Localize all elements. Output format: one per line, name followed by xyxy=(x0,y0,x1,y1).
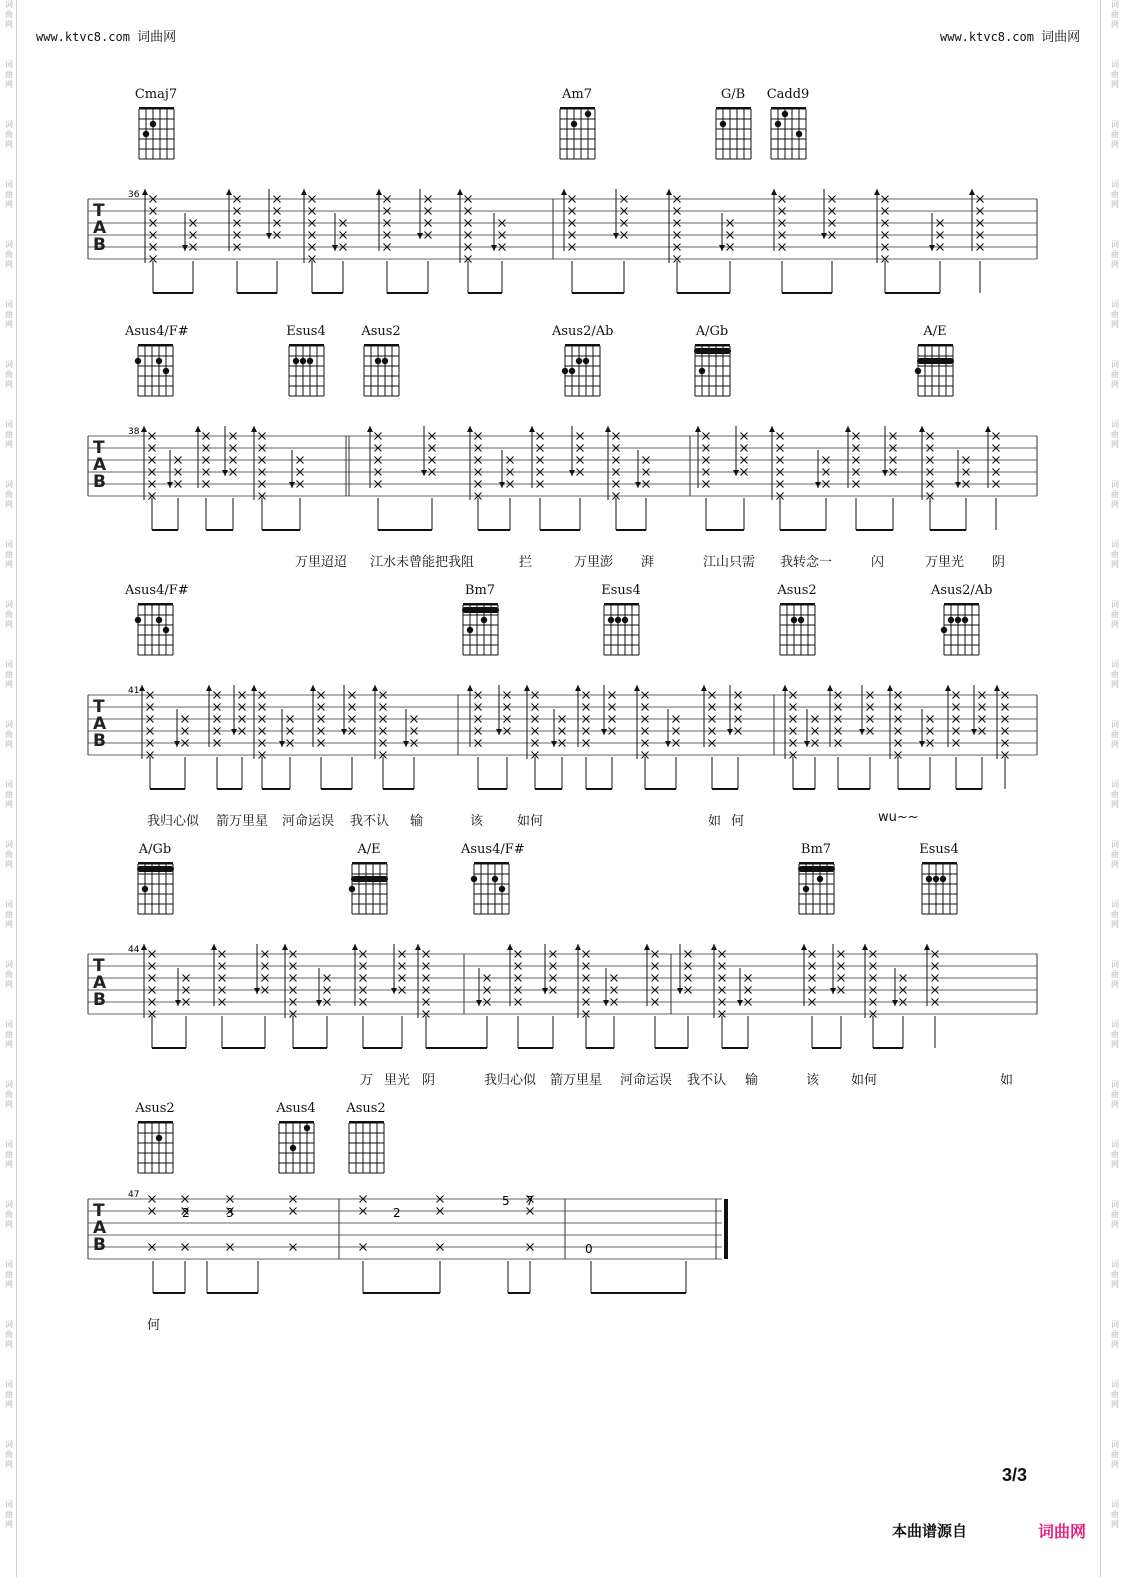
strum-mark xyxy=(496,685,511,735)
watermark-text: 词 曲 网 xyxy=(1111,180,1119,209)
site-url: www.ktvc8.com xyxy=(940,30,1034,44)
strum-mark xyxy=(226,189,241,251)
strum-mark xyxy=(231,685,246,735)
watermark-text: 词 曲 网 xyxy=(5,1260,13,1289)
watermark-text: 词 曲 网 xyxy=(1111,900,1119,929)
strum-mark xyxy=(142,189,157,263)
lyric: 湃 xyxy=(641,555,655,570)
strum-mark xyxy=(874,189,889,263)
strum-mark xyxy=(551,709,566,747)
strum-mark xyxy=(561,189,576,251)
watermark-text: 词 曲 网 xyxy=(5,660,13,689)
lyric: 阴 xyxy=(992,555,1006,570)
watermark-text: 词 曲 网 xyxy=(5,360,13,389)
tab-notes xyxy=(139,189,1009,1293)
strum-mark xyxy=(804,709,819,747)
source-label: 本曲谱源自 xyxy=(892,1522,968,1540)
chord-name: Cadd9 xyxy=(766,87,810,102)
footer-brand: 词曲网 xyxy=(1038,1522,1087,1541)
chord-name: Asus4/F# xyxy=(461,842,525,857)
strum-mark xyxy=(282,944,297,1018)
chord-name: Asus4 xyxy=(276,1101,316,1116)
strum-mark xyxy=(666,189,681,263)
chord-name: A/E xyxy=(923,324,947,339)
strum-mark xyxy=(195,426,210,488)
watermark-text: 词 曲 网 xyxy=(5,720,13,749)
strum-mark xyxy=(341,685,356,735)
tab-fret-number: 2 xyxy=(393,1206,401,1220)
chord-name: A/Gb xyxy=(138,842,172,857)
strum-mark xyxy=(605,426,620,500)
watermark-text: 词 曲 网 xyxy=(5,1080,13,1109)
strum-mark xyxy=(491,213,506,251)
strum-mark xyxy=(266,189,281,239)
lyric: 江水未曾能把我阻 xyxy=(370,555,475,570)
strum-mark xyxy=(289,450,304,488)
svg-text:B: B xyxy=(93,472,106,492)
rhythm-beam xyxy=(152,1016,935,1048)
watermark-text: 词 曲 网 xyxy=(5,300,13,329)
watermark-text: 词 曲 网 xyxy=(1111,780,1119,809)
lyric: 箭万里星 xyxy=(216,814,269,829)
strum-mark xyxy=(719,213,734,251)
strum-mark xyxy=(467,426,482,500)
strum-mark xyxy=(211,944,226,1006)
strum-mark xyxy=(929,213,944,251)
strum-mark xyxy=(569,426,584,476)
tab-fret-number: 2 xyxy=(182,1206,190,1220)
strum-mark xyxy=(542,944,557,994)
strum-mark xyxy=(372,685,387,759)
watermark-text: 词 曲 网 xyxy=(5,1380,13,1409)
watermark-text: 词 曲 网 xyxy=(1111,1500,1119,1529)
lyric: 拦 xyxy=(519,555,533,570)
measure-number: 47 xyxy=(128,1190,140,1200)
strum-mark xyxy=(139,685,154,759)
lyric: 我归心似 xyxy=(484,1073,537,1088)
measure-number: 38 xyxy=(128,427,140,437)
lyric: 如何 xyxy=(517,814,544,829)
watermark-text: 词 曲 网 xyxy=(5,1020,13,1049)
chord-name: Bm7 xyxy=(800,842,832,857)
svg-text:A: A xyxy=(93,973,107,993)
watermark-text: 词 曲 网 xyxy=(5,1140,13,1169)
strum-mark xyxy=(862,944,877,1018)
strum-mark xyxy=(391,944,406,994)
strum-mark xyxy=(994,685,1009,759)
chord-name: Asus2 xyxy=(361,324,401,339)
strum-mark xyxy=(882,426,897,476)
strum-mark xyxy=(695,426,710,488)
strum-mark xyxy=(575,944,590,1018)
site-name: 词曲网 xyxy=(1041,30,1081,45)
svg-text:T: T xyxy=(93,1201,105,1221)
watermark-text: 词 曲 网 xyxy=(5,120,13,149)
chord-name: Am7 xyxy=(562,87,592,102)
watermark-text: 词 曲 网 xyxy=(1111,600,1119,629)
chord-name: Esus4 xyxy=(601,583,641,598)
strum-mark xyxy=(507,944,522,1006)
watermark-text: 词 曲 网 xyxy=(5,60,13,89)
strum-mark xyxy=(182,213,197,251)
strum-mark xyxy=(769,426,784,500)
lyric: 河命运误 xyxy=(620,1073,673,1088)
strum-mark xyxy=(665,709,680,747)
strum-mark xyxy=(279,709,294,747)
watermark-text: 词 曲 网 xyxy=(5,480,13,509)
strum-mark xyxy=(733,426,748,476)
strum-mark xyxy=(141,944,156,1018)
strum-mark xyxy=(254,944,269,994)
watermark-text: 词 曲 网 xyxy=(1111,1020,1119,1049)
chord-name: Esus4 xyxy=(919,842,959,857)
chord-name: Asus4/F# xyxy=(125,583,189,598)
watermark-text: 词 曲 网 xyxy=(1111,60,1119,89)
watermark-text: 词 曲 网 xyxy=(1111,1380,1119,1409)
svg-text:T: T xyxy=(93,697,105,717)
strum-mark xyxy=(945,685,960,747)
strum-mark xyxy=(955,450,970,488)
lyric: 万 xyxy=(360,1073,374,1088)
strum-mark xyxy=(613,189,628,239)
strum-mark xyxy=(677,944,692,994)
watermark-text: 词 曲 网 xyxy=(1111,1440,1119,1469)
tab-fret-number: 5 xyxy=(502,1194,510,1208)
rhythm-beam xyxy=(153,1261,686,1293)
lyric: 江山只需 xyxy=(703,555,756,570)
strum-mark xyxy=(701,685,716,747)
watermark-text: 词 曲 网 xyxy=(1111,360,1119,389)
strum-mark xyxy=(367,426,382,488)
chord-name: Bm7 xyxy=(464,583,496,598)
measure-number: 41 xyxy=(128,686,140,696)
lyric: 我转念一 xyxy=(780,555,833,570)
chord-name: Esus4 xyxy=(286,324,326,339)
measure-numbers xyxy=(128,190,140,1200)
lyric: 我归心似 xyxy=(147,814,200,829)
strum-mark xyxy=(524,685,539,759)
measure-number: 36 xyxy=(128,190,140,200)
lyric: 河命运误 xyxy=(282,814,335,829)
svg-text:T: T xyxy=(93,438,105,458)
site-url: www.ktvc8.com xyxy=(36,30,130,44)
tab-fret-number: 3 xyxy=(226,1206,234,1220)
watermark-text: 词 曲 网 xyxy=(5,780,13,809)
strum-mark xyxy=(815,450,830,488)
lyric: 如 xyxy=(1000,1073,1014,1088)
watermark-text: 词 曲 网 xyxy=(1111,960,1119,989)
strum-mark xyxy=(167,450,182,488)
strum-mark xyxy=(771,189,786,251)
strum-mark xyxy=(711,944,726,1018)
strum-mark xyxy=(417,189,432,239)
tab-fret-number: 0 xyxy=(585,1242,593,1256)
strum-mark xyxy=(529,426,544,488)
lyric: 该 xyxy=(806,1073,820,1088)
strum-mark xyxy=(782,685,797,759)
lyric: 何 xyxy=(147,1318,161,1333)
watermark-text: 词 曲 网 xyxy=(1111,300,1119,329)
strum-mark xyxy=(251,426,266,500)
svg-text:A: A xyxy=(93,714,107,734)
svg-text:T: T xyxy=(93,956,105,976)
strum-mark xyxy=(845,426,860,488)
staff-lines xyxy=(88,199,1037,1259)
strum-mark xyxy=(827,685,842,747)
watermark-text: 词 曲 网 xyxy=(5,1440,13,1469)
watermark-text: 词 曲 网 xyxy=(5,900,13,929)
lyric: 我不认 xyxy=(687,1073,727,1088)
lyric: 万里迢迢 xyxy=(295,555,348,570)
chord-name: A/Gb xyxy=(695,324,729,339)
strum-mark xyxy=(801,944,816,1006)
strum-mark xyxy=(332,213,347,251)
watermark-text: 词 曲 网 xyxy=(1111,420,1119,449)
strum-mark xyxy=(476,968,491,1006)
strum-mark xyxy=(924,944,939,1006)
rhythm-beam xyxy=(152,498,996,530)
site-name: 词曲网 xyxy=(137,30,177,45)
watermark-text: 词 曲 网 xyxy=(5,0,13,29)
strum-mark xyxy=(635,450,650,488)
rhythm-beam xyxy=(153,261,980,293)
svg-text:B: B xyxy=(93,235,106,255)
strum-mark xyxy=(634,685,649,759)
chord-name: Asus2 xyxy=(135,1101,175,1116)
watermark-text: 词 曲 网 xyxy=(5,540,13,569)
svg-text:A: A xyxy=(93,1218,107,1238)
strum-mark xyxy=(415,944,430,1018)
strum-mark xyxy=(737,968,752,1006)
watermark-text: 词 曲 网 xyxy=(1111,540,1119,569)
strum-mark xyxy=(376,189,391,251)
watermark-text: 词 曲 网 xyxy=(5,600,13,629)
strum-mark xyxy=(206,685,221,747)
watermark-text: 词 曲 网 xyxy=(1111,1320,1119,1349)
strum-mark xyxy=(575,685,590,747)
watermark-text: 词 曲 网 xyxy=(1111,1140,1119,1169)
watermark-text: 词 曲 网 xyxy=(1111,1080,1119,1109)
strum-mark xyxy=(222,426,237,476)
lyric: 闪 xyxy=(871,555,885,570)
svg-text:B: B xyxy=(93,1235,106,1255)
strum-mark xyxy=(601,685,616,735)
strum-mark xyxy=(919,709,934,747)
strum-mark xyxy=(251,685,266,759)
svg-text:A: A xyxy=(93,455,107,475)
strum-mark xyxy=(352,944,367,1006)
lyric: 该 xyxy=(470,814,484,829)
svg-text:B: B xyxy=(93,990,106,1010)
svg-text:A: A xyxy=(93,218,107,238)
strum-mark xyxy=(887,685,902,759)
lyric: 何 xyxy=(731,814,745,829)
strum-mark xyxy=(403,709,418,747)
tab-fret-number: 7 xyxy=(526,1194,534,1208)
strum-mark xyxy=(969,189,984,251)
watermark-text: 词 曲 网 xyxy=(1111,240,1119,269)
watermark-text: 词 曲 网 xyxy=(5,1200,13,1229)
strum-mark xyxy=(821,189,836,239)
chord-name: Asus2 xyxy=(346,1101,386,1116)
chord-name: G/B xyxy=(720,87,746,102)
watermark-text: 词 曲 网 xyxy=(5,420,13,449)
watermark-text: 词 曲 网 xyxy=(5,180,13,209)
watermark-text: 词 曲 网 xyxy=(5,1320,13,1349)
lyric: 我不认 xyxy=(350,814,390,829)
rhythm-beam xyxy=(150,757,1005,789)
lyric: 里光 xyxy=(384,1073,411,1088)
svg-text:B: B xyxy=(93,731,106,751)
watermark-text: 词 曲 网 xyxy=(5,1500,13,1529)
watermark-text: 词 曲 网 xyxy=(5,240,13,269)
lyric: 阴 xyxy=(422,1073,436,1088)
watermark-text: 词 曲 网 xyxy=(1111,1200,1119,1229)
strum-mark xyxy=(919,426,934,500)
strum-mark xyxy=(971,685,986,735)
strum-mark xyxy=(859,685,874,735)
chord-name: Asus2/Ab xyxy=(931,583,993,598)
strum-mark xyxy=(985,426,1000,488)
chord-name: Cmaj7 xyxy=(134,87,178,102)
watermark-text: 词 曲 网 xyxy=(5,840,13,869)
strum-mark xyxy=(499,450,514,488)
lyric: 万里光 xyxy=(925,555,965,570)
lyric: 如 xyxy=(708,814,722,829)
lyric: wu~~ xyxy=(878,810,919,825)
watermark-text: 词 曲 网 xyxy=(5,960,13,989)
strum-mark xyxy=(603,968,618,1006)
strum-mark xyxy=(301,189,316,263)
measure-number: 44 xyxy=(128,945,140,955)
chord-name: Asus2/Ab xyxy=(552,324,614,339)
strum-mark xyxy=(467,685,482,747)
strum-mark xyxy=(421,426,436,476)
chord-name: Asus4/F# xyxy=(125,324,189,339)
strum-mark xyxy=(316,968,331,1006)
strum-mark xyxy=(892,968,907,1006)
watermark-text: 词 曲 网 xyxy=(1111,480,1119,509)
watermark-text: 词 曲 网 xyxy=(1111,840,1119,869)
lyric: 万里澎 xyxy=(574,555,614,570)
strum-mark xyxy=(727,685,742,735)
watermark-text: 词 曲 网 xyxy=(1111,1260,1119,1289)
lyric: 输 xyxy=(745,1073,759,1088)
strum-mark xyxy=(830,944,845,994)
watermark-text: 词 曲 网 xyxy=(1111,720,1119,749)
watermark-text: 词 曲 网 xyxy=(1111,660,1119,689)
lyric: 如何 xyxy=(851,1073,878,1088)
strum-mark xyxy=(457,189,472,263)
strum-mark xyxy=(310,685,325,747)
strum-mark xyxy=(175,968,190,1006)
lyric: 箭万里星 xyxy=(550,1073,603,1088)
page-number: 3/3 xyxy=(1002,1465,1028,1485)
strum-mark xyxy=(174,709,189,747)
chord-name: A/E xyxy=(357,842,381,857)
strum-mark xyxy=(644,944,659,1006)
strum-mark xyxy=(141,426,156,500)
chord-name: Asus2 xyxy=(777,583,817,598)
svg-text:T: T xyxy=(93,201,105,221)
watermark-text: 词 曲 网 xyxy=(1111,120,1119,149)
watermark-text: 词 曲 网 xyxy=(1111,0,1119,29)
lyric: 输 xyxy=(410,814,424,829)
